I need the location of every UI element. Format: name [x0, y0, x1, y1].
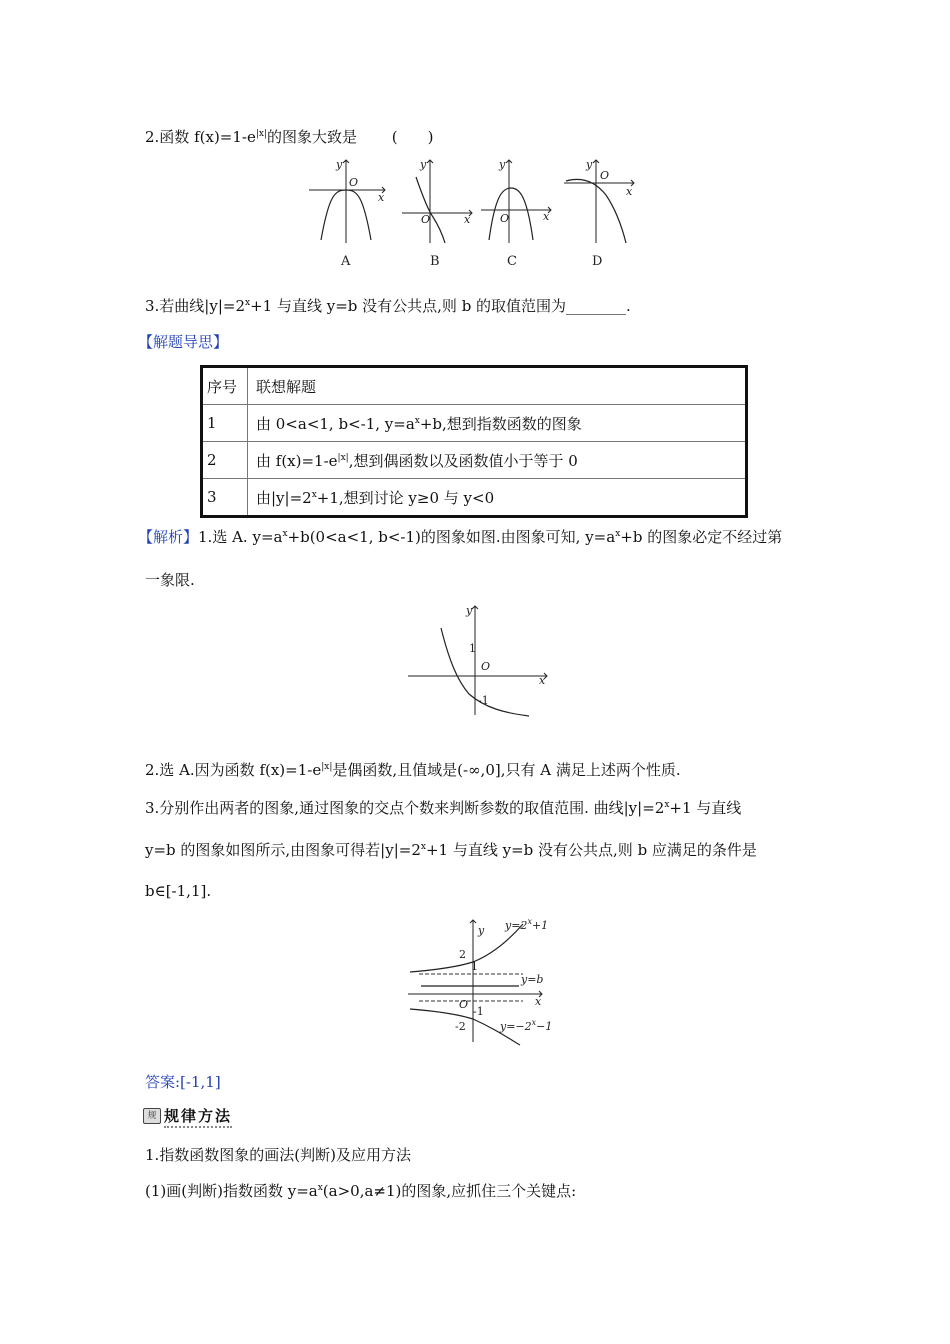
analysis-l1-b: +b(0<a<1, b<-1)的图象如图.由图象可知, y=a — [287, 528, 616, 546]
solution-3-line-2 — [145, 840, 757, 860]
table-cell-content — [248, 479, 747, 517]
guide-table — [200, 365, 748, 518]
graph-1 — [405, 600, 555, 725]
option-d-graph — [560, 155, 640, 270]
graph-3-origin-label: O — [459, 998, 469, 1011]
graph-3-x-label: x — [535, 995, 542, 1008]
option-c-origin-label: O — [500, 212, 510, 225]
upper-post: +1 — [531, 919, 549, 932]
table-header-content: 联想解题 — [248, 367, 747, 405]
sol3-l1-post: +1 与直线 — [669, 799, 742, 817]
analysis-line-1 — [138, 527, 782, 547]
option-b-y-label: y — [420, 158, 427, 171]
option-c-graph — [477, 155, 557, 270]
graph-1-x-label: x — [539, 674, 546, 687]
sol3-l1-sup: x — [664, 800, 670, 810]
graph-1-tick-1: 1 — [469, 642, 476, 655]
option-a-graph — [305, 155, 390, 270]
analysis-sup-1: x — [282, 529, 288, 539]
graph-3-y-label: y — [478, 924, 485, 937]
option-c-y-label: y — [499, 158, 506, 171]
option-a-origin-label: O — [349, 176, 359, 189]
option-d-label: D — [592, 254, 603, 269]
row1-pre: 由 0<a<1, b<-1, y=a — [256, 414, 415, 433]
solution-3-line-3: b∈[-1,1]. — [145, 882, 212, 900]
option-a-label: A — [341, 254, 351, 269]
row2-pre: 由 f(x)=1-e — [256, 451, 338, 470]
graph-1-tick-neg-1: -1 — [478, 694, 489, 707]
analysis-sup-2: x — [615, 529, 621, 539]
graph-1-origin-label: O — [481, 660, 491, 673]
sol3-l2-sup: x — [420, 842, 426, 852]
method-icon: 规 — [143, 1108, 161, 1124]
table-row — [202, 479, 747, 517]
table-cell-num: 2 — [202, 442, 248, 479]
option-d-x-label: x — [626, 185, 633, 198]
option-c-label: C — [507, 254, 517, 269]
table-cell-content — [248, 442, 747, 479]
option-d-origin-label: O — [600, 169, 610, 182]
method-badge — [143, 1107, 232, 1125]
sol3-l2-pre: y=b 的图象如图所示,由图象可得若|y|=2 — [145, 841, 421, 859]
graph-1-y-label: y — [466, 604, 473, 617]
table-cell-num: 1 — [202, 405, 248, 442]
question-3 — [145, 296, 631, 316]
option-b-x-label: x — [464, 213, 471, 226]
row2-post: ,想到偶函数以及函数值小于等于 0 — [348, 451, 578, 470]
q3-prefix: 3.若曲线|y|=2 — [145, 297, 246, 315]
row1-sup: x — [414, 415, 420, 426]
graph-3-tick-2: 2 — [459, 948, 466, 961]
analysis-l1-a: 1.选 A. y=a — [198, 528, 283, 546]
table-row — [202, 405, 747, 442]
method-item-1-pre: (1)画(判断)指数函数 y=a — [145, 1182, 318, 1200]
table-header-num: 序号 — [202, 367, 248, 405]
graph-3-tick-neg-2: -2 — [455, 1020, 466, 1033]
option-c-x-label: x — [543, 210, 550, 223]
sol3-l1-pre: 3.分别作出两者的图象,通过图象的交点个数来判断参数的取值范围. 曲线|y|=2 — [145, 799, 665, 817]
table-cell-num: 3 — [202, 479, 248, 517]
table-header-row — [202, 367, 747, 405]
analysis-line-2: 一象限. — [145, 571, 195, 589]
graph-3-tick-1: 1 — [471, 960, 478, 973]
row1-post: +b,想到指数函数的图象 — [419, 414, 582, 433]
option-b-graph — [398, 155, 478, 270]
q2-suffix: 的图象大致是 — [267, 128, 358, 146]
upper-pre: y=2 — [505, 919, 528, 932]
row3-pre: 由|y|=2 — [256, 488, 312, 507]
option-b-origin-label: O — [421, 213, 431, 226]
row2-sup: |x| — [337, 452, 349, 463]
table-cell-content — [248, 405, 747, 442]
method-item-1-sup: x — [317, 1183, 323, 1193]
solution-2 — [145, 760, 681, 780]
upper-sup: x — [527, 917, 532, 926]
sol2-post: 是偶函数,且值域是(-∞,0],只有 A 满足上述两个性质. — [332, 761, 681, 779]
sol2-pre: 2.选 A.因为函数 f(x)=1-e — [145, 761, 322, 779]
graph-3-lower-curve-label — [499, 1018, 552, 1033]
sol3-l2-post: +1 与直线 y=b 没有公共点,则 b 应满足的条件是 — [425, 841, 757, 859]
row3-sup: x — [311, 489, 317, 500]
sol2-sup: |x| — [321, 762, 333, 772]
q3-suffix: +1 与直线 y=b 没有公共点,则 b 的取值范围为________. — [250, 297, 631, 315]
analysis-l1-c: +b 的图象必定不经过第 — [620, 528, 783, 546]
option-b-label: B — [430, 254, 440, 269]
option-d-y-label: y — [586, 158, 593, 171]
guide-heading: 【解题导思】 — [138, 333, 229, 351]
q2-sup: |x| — [255, 129, 267, 139]
graph-3-line-label: y=b — [521, 973, 544, 986]
q2-prefix: 2.函数 f(x)=1-e — [145, 128, 256, 146]
method-title: 1.指数函数图象的画法(判断)及应用方法 — [145, 1146, 412, 1164]
lower-sup: x — [531, 1018, 537, 1027]
method-item-1 — [145, 1181, 576, 1201]
row3-post: +1,想到讨论 y≥0 与 y<0 — [316, 488, 495, 507]
solution-3-line-1 — [145, 798, 741, 818]
question-2 — [145, 127, 434, 147]
option-a-x-label: x — [378, 191, 385, 204]
method-item-1-post: (a>0,a≠1)的图象,应抓住三个关键点: — [322, 1182, 577, 1200]
answer-text: 答案:[-1,1] — [145, 1073, 221, 1091]
table-row — [202, 442, 747, 479]
graph-3-tick-neg-1: -1 — [473, 1005, 484, 1018]
analysis-label: 【解析】 — [138, 528, 199, 546]
q3-sup: x — [245, 298, 251, 308]
graph-3 — [405, 912, 575, 1052]
graph-3-upper-curve-label — [504, 917, 548, 932]
lower-post: −1 — [536, 1020, 553, 1033]
q2-answer-blank: ( ) — [391, 128, 434, 146]
option-a-y-label: y — [336, 158, 343, 171]
lower-pre: y=−2 — [500, 1020, 532, 1033]
method-label: 规律方法 — [164, 1105, 232, 1128]
